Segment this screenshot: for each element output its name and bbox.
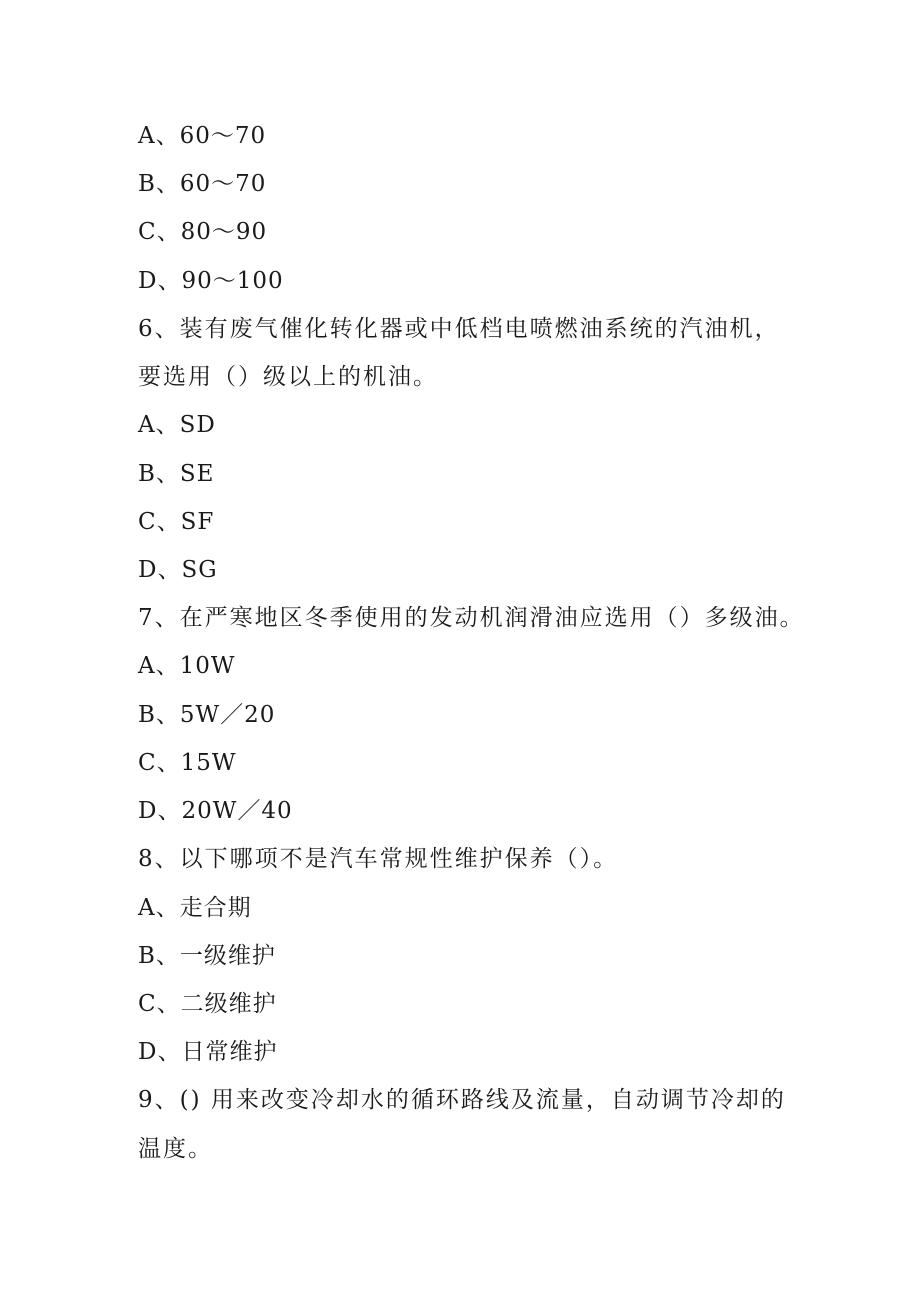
q5-option-b: B、60～70	[138, 171, 267, 197]
q7-option-c: C、15W	[138, 750, 237, 776]
q9-stem-line1: 9、() 用来改变冷却水的循环路线及流量，自动调节冷却的	[138, 1087, 786, 1113]
q8-option-b: B、一级维护	[138, 943, 276, 969]
q6-stem-line2: 要选用（）级以上的机油。	[138, 364, 438, 390]
q5-option-a: A、60～70	[138, 123, 267, 149]
q7-stem-line1: 7、在严寒地区冬季使用的发动机润滑油应选用（）多级油。	[138, 605, 805, 631]
q6-option-d: D、SG	[138, 557, 218, 583]
q8-option-c: C、二级维护	[138, 991, 277, 1017]
q6-option-a: A、SD	[138, 412, 216, 438]
q7-option-a: A、10W	[138, 653, 236, 679]
q7-option-b: B、5W／20	[138, 702, 276, 728]
q5-option-c: C、80～90	[138, 219, 268, 245]
q6-stem-line1: 6、装有废气催化转化器或中低档电喷燃油系统的汽油机，	[138, 316, 780, 342]
q8-option-a: A、走合期	[138, 895, 252, 921]
q6-option-c: C、SF	[138, 509, 215, 535]
q5-option-d: D、90～100	[138, 268, 284, 294]
q8-stem-line1: 8、以下哪项不是汽车常规性维护保养（）。	[138, 846, 619, 872]
q9-stem-line2: 温度。	[138, 1136, 213, 1162]
q7-option-d: D、20W／40	[138, 798, 293, 824]
q6-option-b: B、SE	[138, 461, 215, 487]
q8-option-d: D、日常维护	[138, 1039, 278, 1065]
